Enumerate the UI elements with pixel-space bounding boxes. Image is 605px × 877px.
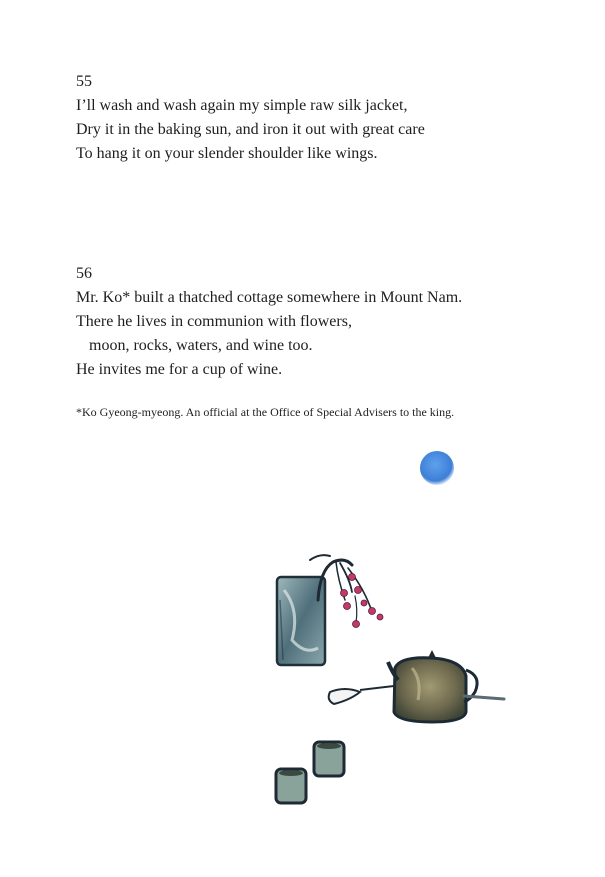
moon-circle bbox=[420, 451, 454, 485]
poem-line: moon, rocks, waters, and wine too. bbox=[89, 337, 313, 354]
tea-cup bbox=[314, 742, 344, 776]
poem-line: Mr. Ko* built a thatched cottage somewhere in Mount Nam. bbox=[76, 289, 463, 306]
poem-line: There he lives in communion with flowers, bbox=[76, 313, 352, 330]
poem-line: To hang it on your slender shoulder like wings. bbox=[76, 145, 378, 162]
poem-line: I’ll wash and wash again my simple raw silk jacket, bbox=[76, 97, 408, 114]
tea-spoon bbox=[329, 686, 394, 704]
tea-cup bbox=[276, 769, 306, 803]
footnote: *Ko Gyeong-myeong. An official at the Office of Special Advisers to the king. bbox=[76, 405, 455, 419]
poem-line: Dry it in the baking sun, and iron it out with great care bbox=[76, 121, 425, 138]
poem-number: 56 bbox=[76, 265, 92, 282]
blossom-flowers bbox=[341, 574, 384, 628]
teapot-shape bbox=[388, 650, 504, 722]
poem-line: He invites me for a cup of wine. bbox=[76, 361, 283, 378]
poem-number: 55 bbox=[76, 73, 92, 90]
